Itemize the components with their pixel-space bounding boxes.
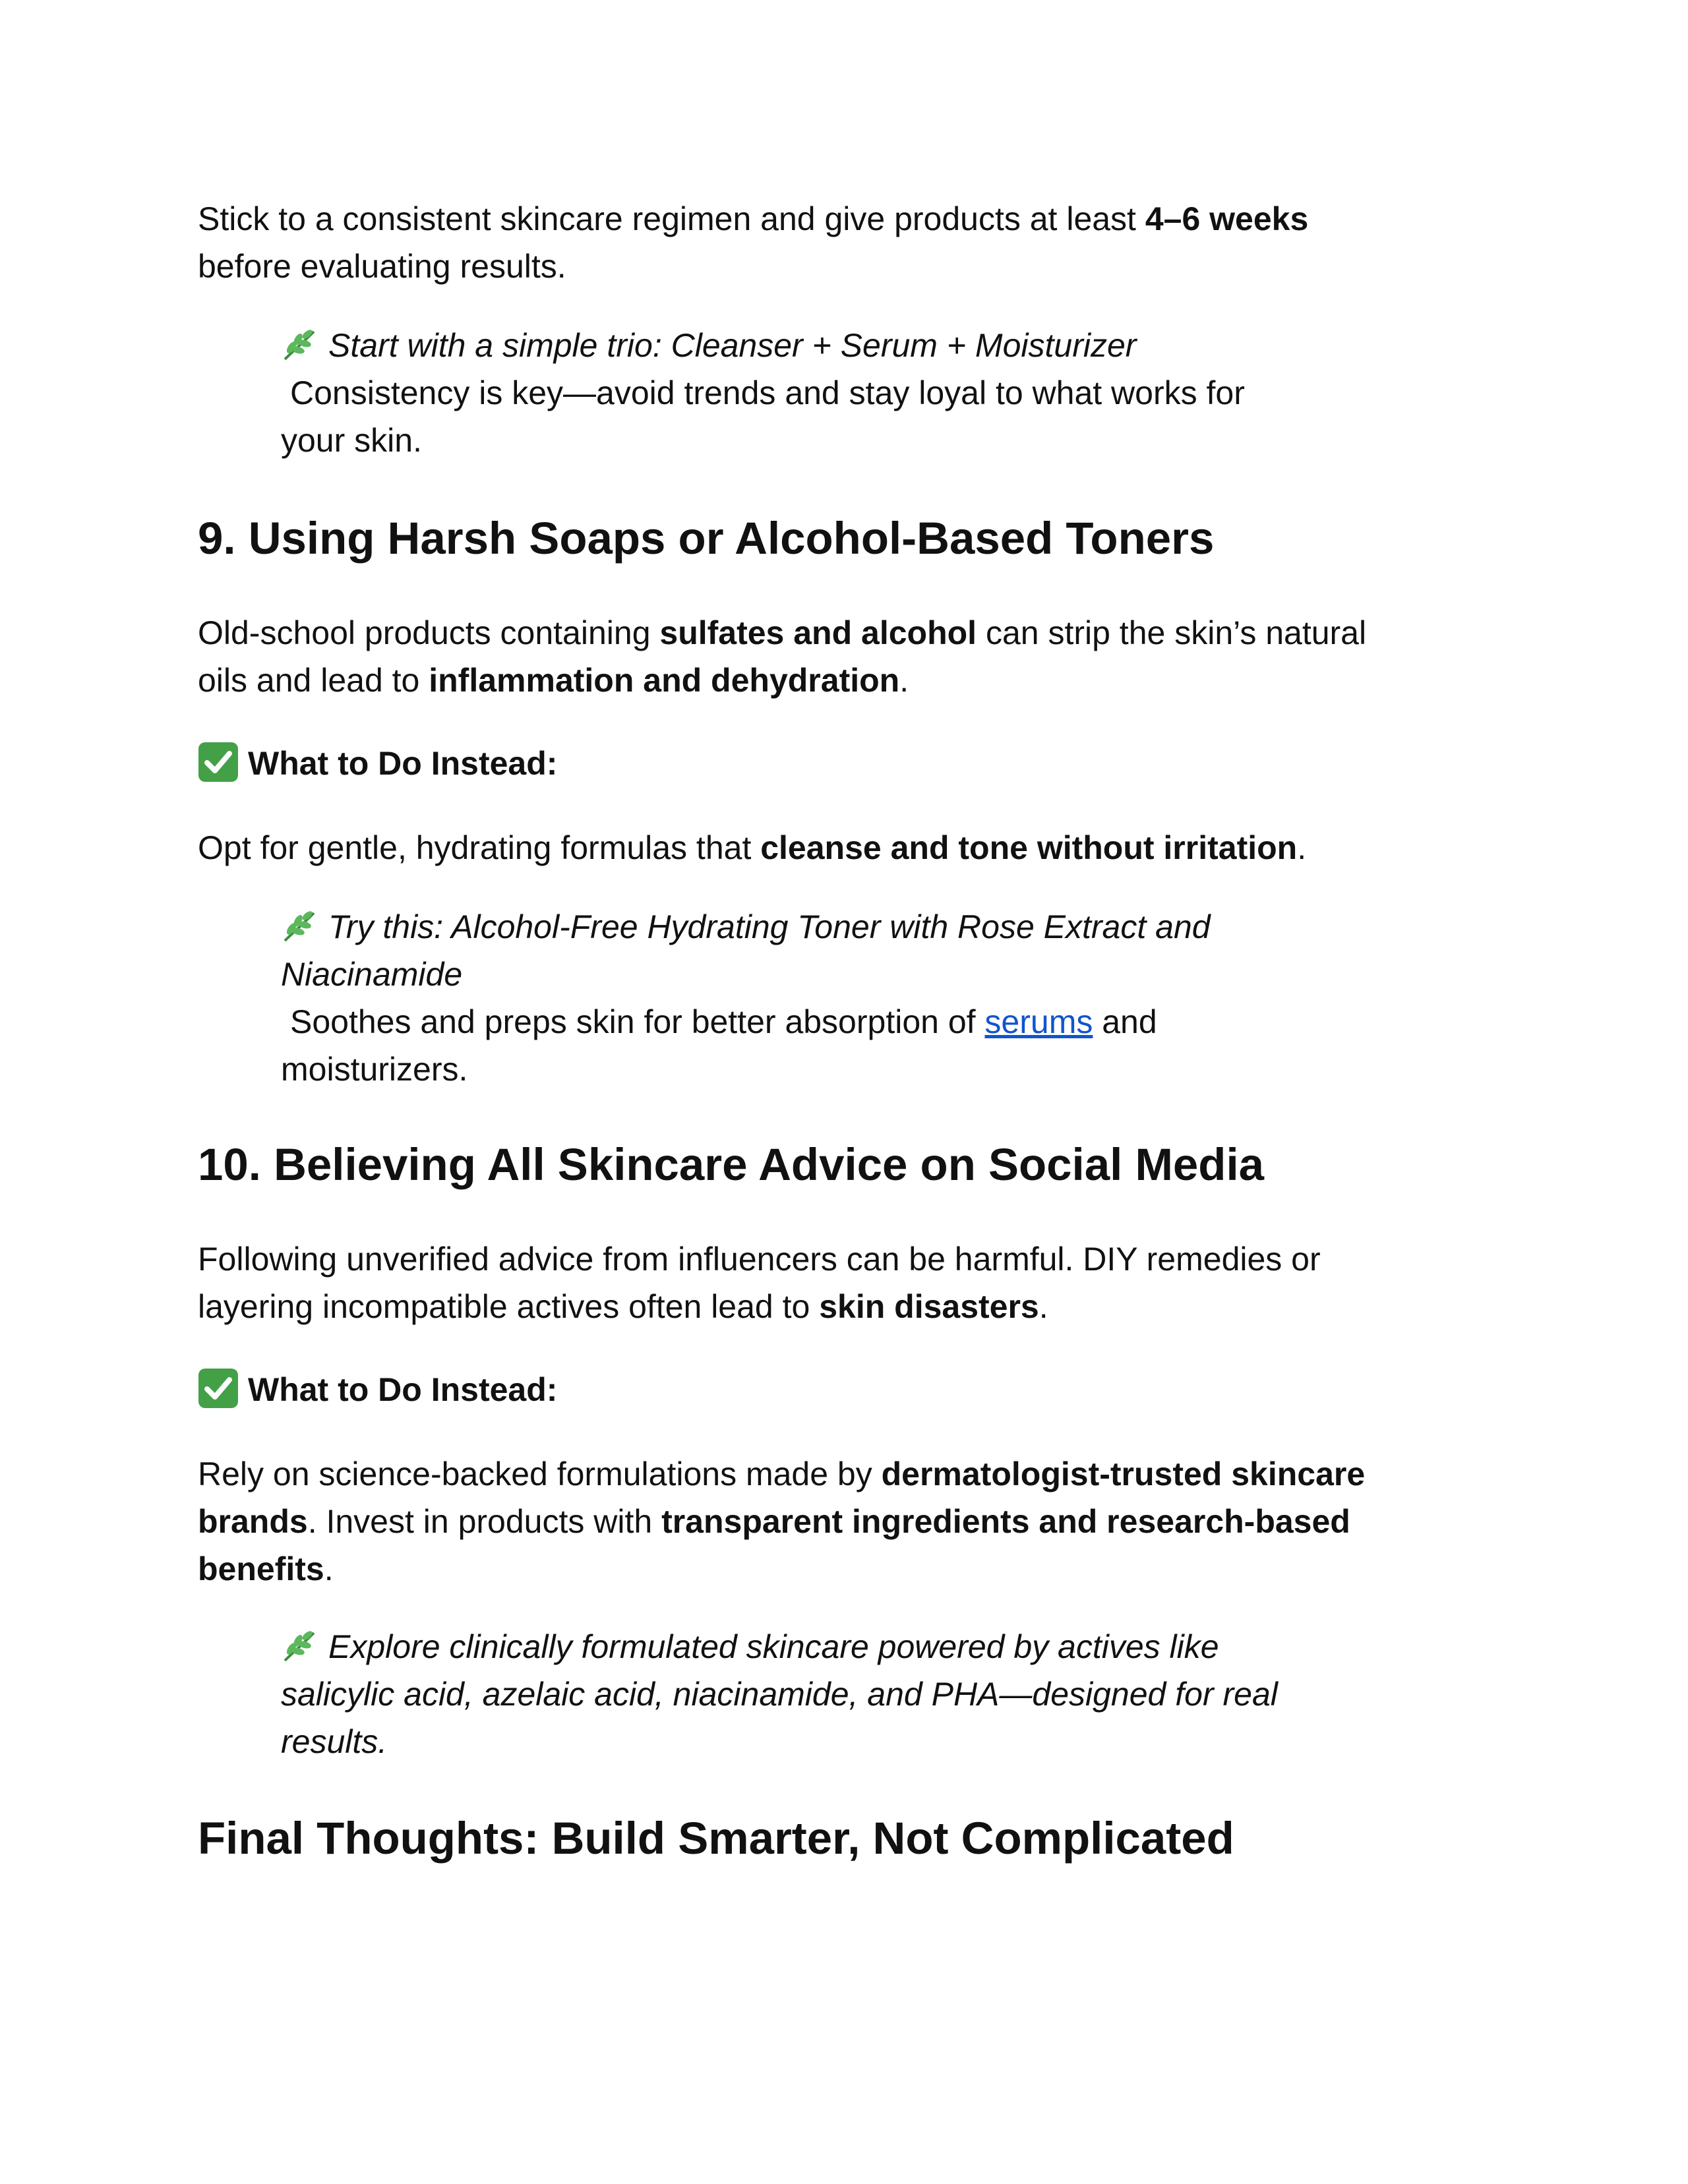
intro-callout: [281, 322, 1375, 464]
s10-instead-l2b: . Invest in products with: [307, 1503, 662, 1540]
s10-emphasis: skin disasters: [819, 1288, 1039, 1325]
s10-callout: [281, 1623, 1375, 1765]
s9-emphasis-2: inflammation and dehydration: [429, 662, 900, 699]
s9-callout-text-a: Soothes and preps skin for better absorption of: [290, 1003, 985, 1040]
s9-instead-a: Opt for gentle, hydrating formulas that: [198, 829, 761, 866]
s10-instead-l3a: benefits: [198, 1550, 324, 1587]
final-thoughts-heading: Final Thoughts: Build Smarter, Not Complicated: [198, 1813, 1234, 1864]
white-check-mark-icon: [198, 742, 239, 782]
serums-link[interactable]: serums: [984, 1003, 1093, 1040]
section-10-paragraph: [198, 1235, 1490, 1330]
s9-text-c: can strip the skin’s natural: [977, 614, 1367, 651]
s9-instead-paragraph: [198, 824, 1306, 871]
s9-callout-title-1: Try this: Alcohol-Free Hydrating Toner with Rose Extract and: [328, 908, 1211, 945]
intro-callout-line-2: your skin.: [281, 422, 422, 459]
intro-paragraph: [198, 195, 1308, 290]
s9-check-label: What to Do Instead:: [248, 745, 558, 782]
s10-instead-l3b: .: [324, 1550, 334, 1587]
herb-leaf-icon: [281, 909, 319, 943]
s10-instead-l1b: dermatologist-trusted skincare: [881, 1456, 1366, 1492]
intro-emphasis: 4–6 weeks: [1145, 200, 1309, 237]
s9-instead-c: .: [1297, 829, 1307, 866]
s9-text-d: oils and lead to: [198, 662, 429, 699]
s10-text-l2c: .: [1039, 1288, 1048, 1325]
s9-text-a: Old-school products containing: [198, 614, 660, 651]
s9-emphasis-1: sulfates and alcohol: [659, 614, 977, 651]
s9-check-heading: [198, 740, 557, 787]
section-9-heading: 9. Using Harsh Soaps or Alcohol-Based Toners: [198, 513, 1215, 564]
s9-callout: [281, 903, 1375, 1093]
s9-callout-title-2: Niacinamide: [281, 956, 463, 993]
s9-text-f: .: [899, 662, 909, 699]
intro-text-c: before evaluating results.: [198, 248, 566, 285]
section-9-paragraph: [198, 609, 1490, 704]
s10-check-heading: [198, 1366, 557, 1413]
s10-instead-l1a: Rely on science-backed formulations made by: [198, 1456, 882, 1492]
s9-callout-text-b: and: [1093, 1003, 1157, 1040]
section-10-heading: 10. Believing All Skincare Advice on Social Media: [198, 1139, 1264, 1190]
white-check-mark-icon: [198, 1368, 239, 1409]
s10-instead-paragraph: [198, 1450, 1490, 1593]
s10-text-l2a: layering incompatible actives often lead to: [198, 1288, 820, 1325]
herb-leaf-icon: [281, 328, 319, 362]
s10-text-l1: Following unverified advice from influencers can be harmful. DIY remedies or: [198, 1241, 1321, 1278]
s10-callout-line-2: salicylic acid, azelaic acid, niacinamide, and PHA—designed for real: [281, 1676, 1278, 1713]
s10-check-label: What to Do Instead:: [248, 1371, 558, 1408]
intro-callout-line-1: Consistency is key—avoid trends and stay loyal to what works for: [290, 374, 1245, 411]
intro-callout-title: Start with a simple trio: Cleanser + Serum + Moisturizer: [328, 327, 1137, 364]
s9-callout-line-2: moisturizers.: [281, 1051, 468, 1088]
s10-instead-l2a: brands: [198, 1503, 308, 1540]
s10-callout-line-3: results.: [281, 1723, 388, 1760]
herb-leaf-icon: [281, 1629, 319, 1663]
s10-callout-line-1: Explore clinically formulated skincare powered by actives like: [328, 1628, 1219, 1665]
s9-instead-emphasis: cleanse and tone without irritation: [760, 829, 1298, 866]
intro-text-a: Stick to a consistent skincare regimen and give products at least: [198, 200, 1145, 237]
s10-instead-l2c: transparent ingredients and research-based: [661, 1503, 1350, 1540]
